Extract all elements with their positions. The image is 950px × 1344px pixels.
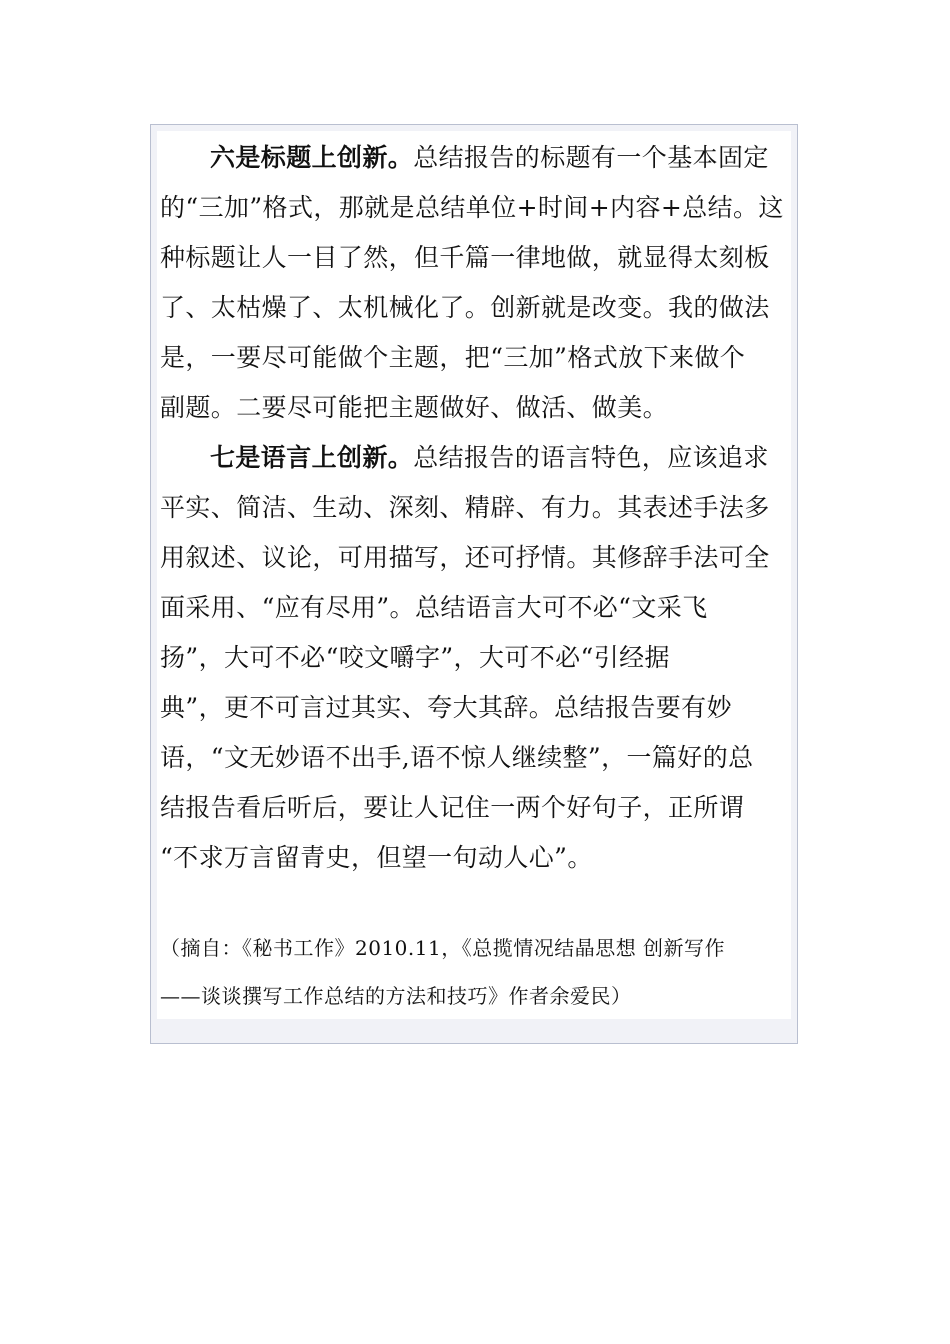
paragraph-6-line-4: 了、太枯燥了、太机械化了。创新就是改变。我的做法 — [160, 293, 770, 322]
paragraph-7-text: 总结报告的语言特色，应该追求 — [413, 443, 769, 472]
paragraph-7-line-6: 典”，更不可言过其实、夸大其辞。总结报告要有妙 — [160, 693, 732, 722]
paragraph-6-line-5: 是，一要尽可能做个主题，把“三加”格式放下来做个 — [160, 343, 746, 372]
paragraph-6-line-2: 的“三加”格式，那就是总结单位+时间+内容+总结。这 — [160, 193, 784, 222]
paragraph-6-line-6: 副题。二要尽可能把主题做好、做活、做美。 — [160, 393, 669, 422]
paragraph-7-line-2: 平实、简洁、生动、深刻、精辟、有力。其表述手法多 — [160, 493, 770, 522]
source-citation-line-2: ——谈谈撰写工作总结的方法和技巧》作者余爱民） — [160, 984, 632, 1008]
paragraph-7-line-8: 结报告看后听后，要让人记住一两个好句子，正所谓 — [160, 793, 745, 822]
content-frame — [150, 124, 798, 1044]
paragraph-7-line-1 — [210, 433, 769, 483]
source-citation-line-1: （摘自：《秘书工作》2010.11，《总揽情况结晶思想 创新写作 — [160, 936, 726, 960]
content-area — [157, 131, 791, 1019]
paragraph-7-line-4: 面采用、“应有尽用”。总结语言大可不必“文采飞 — [160, 593, 708, 622]
paragraph-7-line-5: 扬”，大可不必“咬文嚼字”，大可不必“引经据 — [160, 643, 670, 672]
paragraph-6-lead: 六是标题上创新。 — [210, 143, 414, 172]
paragraph-7-lead: 七是语言上创新。 — [210, 443, 414, 472]
paragraph-7-line-3: 用叙述、议论，可用描写，还可抒情。其修辞手法可全 — [160, 543, 770, 572]
paragraph-7-line-9: “不求万言留青史，但望一句动人心”。 — [160, 843, 593, 872]
paragraph-6-line-3: 种标题让人一目了然，但千篇一律地做，就显得太刻板 — [160, 243, 770, 272]
paragraph-6-text: 总结报告的标题有一个基本固定 — [413, 143, 769, 172]
paragraph-6-line-1 — [210, 133, 769, 183]
paragraph-7-line-7: 语，“文无妙语不出手,语不惊人继续整”，一篇好的总 — [160, 743, 754, 772]
